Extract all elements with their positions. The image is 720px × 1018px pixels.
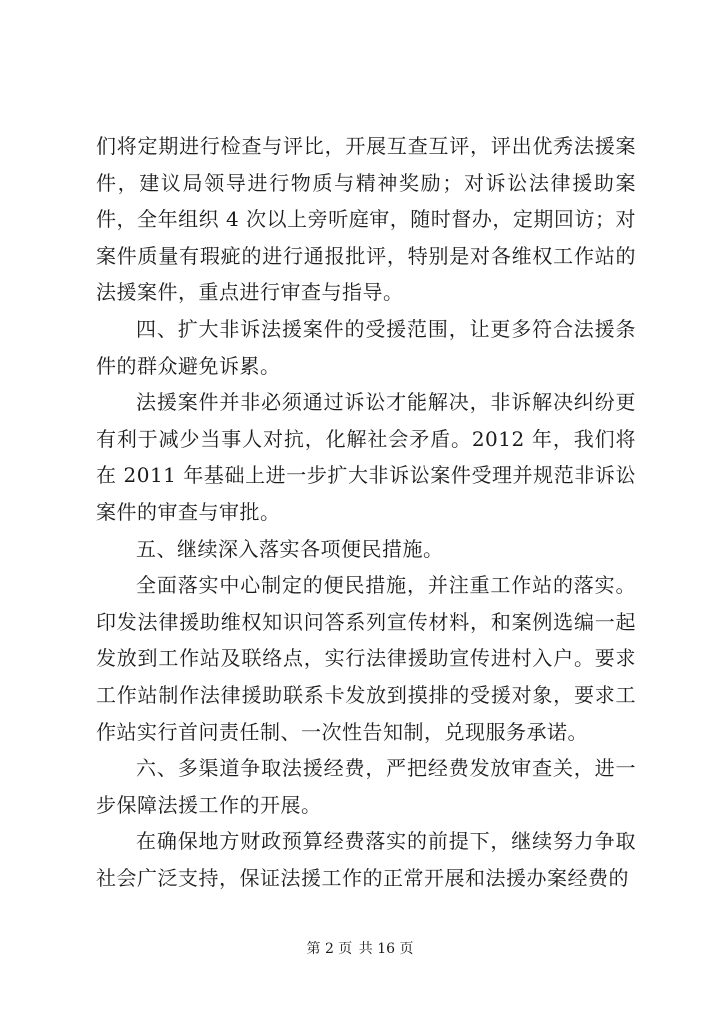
document-body: [96, 128, 636, 896]
page-number: 第 2 页: [306, 941, 353, 957]
page-footer: [0, 938, 720, 958]
section-heading-five: 五、继续深入落实各项便民措施。: [136, 536, 444, 561]
section-heading-four: 四、扩大非诉法援案件的受援范围，让更多符合法援条件的群众避免诉累。: [96, 316, 636, 378]
paragraph-non-litigation: 法援案件并非必须通过诉讼才能解决，非诉解决纠纷更有利于减少当事人对抗，化解社会矛盾。2012 年，我们将在 2011 年基础上进一步扩大非诉讼案件受理并规范非诉讼案件的审查与审批。: [96, 390, 636, 524]
page-total: 共 16 页: [358, 941, 414, 957]
paragraph-funding: 在确保地方财政预算经费落实的前提下，继续努力争取社会广泛支持，保证法援工作的正常开展和法援办案经费的: [96, 829, 636, 890]
paragraph-convenience-measures: 全面落实中心制定的便民措施，并注重工作站的落实。印发法律援助维权知识问答系列宣传材料，和案例选编一起发放到工作站及联络点，实行法律援助宣传进村入户。要求工作站制作法律援助联系卡发放到摸排的受援对象，要求工作站实行首问责任制、一次性告知制，兑现服务承诺。: [96, 573, 636, 744]
section-heading-six: 六、多渠道争取法援经费，严把经费发放审查关，进一步保障法援工作的开展。: [96, 756, 636, 817]
paragraph-continuation: 们将定期进行检查与评比，开展互查互评，评出优秀法援案件，建议局领导进行物质与精神奖励；对诉讼法律援助案件，全年组织 4 次以上旁听庭审，随时督办，定期回访；对案件质量有瑕疵的进行通报批评，特别是对各维权工作站的法援案件，重点进行审查与指导。: [96, 134, 636, 305]
